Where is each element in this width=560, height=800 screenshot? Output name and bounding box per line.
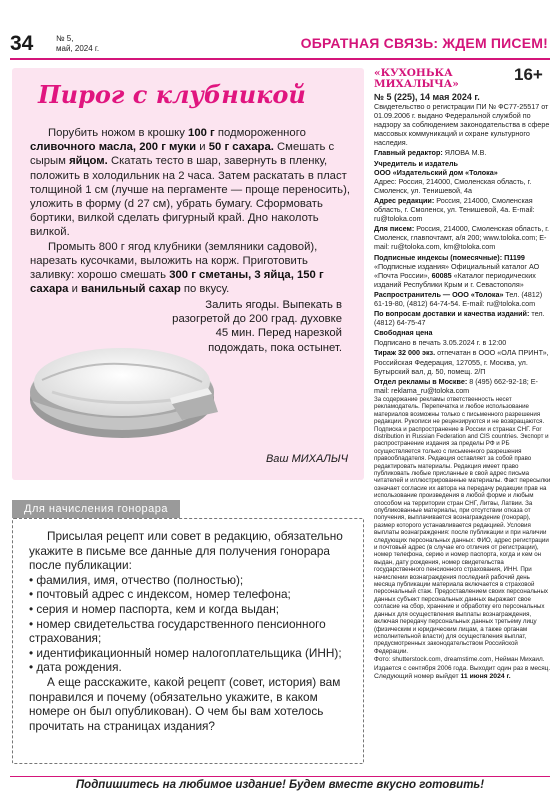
ingredient: ванильный сахар (81, 283, 181, 296)
editor-label: Главный редактор: (374, 148, 443, 158)
imprint-column (374, 65, 552, 682)
ingredient: яйцом. (69, 155, 108, 168)
index-text: «Подписные издания» Официальный каталог АО «Почта России», (374, 261, 540, 280)
recipe-paragraph-2 (30, 240, 354, 297)
text-run: и (68, 283, 82, 296)
editor (374, 148, 552, 157)
issue-number: № 5, (56, 34, 74, 43)
brand-line-2: МИХАЛЫЧА» (374, 78, 459, 90)
fee-item: • серия и номер паспорта, кем и когда выдан; (29, 601, 280, 616)
fee-section (12, 488, 364, 770)
index2-text: «Каталог периодических изданий Республики Крым и г. Севастополя» (374, 270, 536, 289)
fee-item: • фамилия, имя, отчество (полностью); (29, 572, 244, 587)
recipe-paragraph-1 (30, 126, 360, 240)
ingredient: 100 г (188, 127, 215, 139)
fee-item: • номер свидетельства государственного пенсионного страхования; (29, 616, 326, 646)
index2-label: 60085 (431, 270, 452, 280)
editor-name: ЯЛОВА М.В. (442, 148, 487, 158)
distributor-label: Распространитель — ООО «Толока» (374, 289, 504, 299)
issue-date: май, 2024 г. (56, 44, 100, 53)
ingredient: сливочного масла, 200 г муки (30, 141, 197, 154)
fee-item: • идентификационный номер налогоплательщика (ИНН); (29, 645, 342, 660)
price (374, 328, 552, 337)
quality-text: тел. (4812) 64-75-47 (374, 309, 545, 328)
legal-text: За содержание рекламы ответственность несет рекламодатель. Перепечатка и любое использование материалов возможны только с письменного разрешения редакции. Рукописи не рецензируются и не возвращаются. Подписка и распространение в России и странах СНГ. For distribution in Russian Federation and CIS countries. Экспорт и распространение издания за пределы РФ и РБ осуществляется только с письменного разрешения правообладателя. Редакция оставляет за собой право редактировать материалы. Редакция имеет право публиковать любые присланные в свой адрес письма читателей и иллюстрированные материалы. Факт пересылки означает согласие их автора на передачу редакции прав на использование произведения в любой форме и любым способом на территории стран СНГ, Литвы, Латвии. За опубликованные материалы, при отсутствии отказа от получения, выплачивается вознаграждение (гонорар), размер которого устанавливается редакцией. Условия выплаты вознаграждения: после публикации и при наличии следующих персональных данных: ФИО, адрес регистрации и почтовый адрес (в случае его отличия от регистрации), номер телефона, серию и номер паспорта, когда и кем он выдан, дату рождения, номер свидетельства государственного пенсионного страхования, ИНН. При начислении вознаграждения последний рабочий день месяца публикации материала включается в страховой персональный стаж. Предоставлением своих персональных данных субъект персональных данных выражает свое согласие на сбор, хранение и обработку его персональных данных для осуществления выплаты вознаграждения, включая передачу персональных данных третьему лицу (физическим и юридическим лицам, а также органам исполнительной власти) для осуществления выплат, предусмотренных законодательством Российской Федерации. (374, 395, 551, 655)
ads-contact (374, 377, 552, 395)
ingredient: 50 г сахара. (208, 141, 274, 154)
letters-label: Для писем: (374, 224, 415, 234)
fee-intro: Присылая рецепт или совет в редакцию, обязательно укажите в письме все данные для получения гонорара после публикации: (29, 529, 343, 573)
fee-item: • дата рождения. (29, 660, 122, 675)
footer-divider (10, 776, 550, 777)
fee-item: • почтовый адрес с индексом, номер телефона; (29, 587, 291, 602)
issue-info (56, 34, 99, 54)
footer-slogan: Подпишитесь на любимое издание! Будем вместе вкусно готовить! (75, 779, 485, 791)
ads-text: 8 (495) 662-92-18; E-mail: reklama_ru@toloka.com (374, 376, 538, 395)
photo-credits: Фото: shutterstock.com, dreamstime.com, Нейман Михаил. (374, 656, 545, 664)
page-header (0, 0, 560, 62)
redaction-text: Россия, 214000, Смоленская область, г. Смоленск, ул. Тенишевой, 4а. E-mail: ru@toloka.com (374, 195, 535, 224)
imprint-issue: № 5 (225), 14 мая 2024 г. (374, 92, 480, 102)
fee-body (29, 529, 351, 733)
letters-address (374, 224, 552, 251)
subscription-index (374, 253, 552, 289)
print-run-text: отпечатан в ООО «ОЛА ПРИНТ», Российская Федерация, 127055, г. Москва, ул. Бутырский вал, д. 50, помещ. 2/П (374, 348, 549, 376)
founder-label: Учредитель и издатель (374, 158, 458, 168)
founder-address: Адрес: Россия, 214000, Смоленская область, г. Смоленск, ул. Тенишевой, 4а (374, 176, 532, 195)
founder (374, 159, 552, 195)
recipe-author: Ваш МИХАЛЫЧ (265, 453, 348, 465)
next-issue-label: Следующий номер выйдет (374, 673, 461, 681)
ingredient: 300 г сметаны, 3 яйца, 150 г сахара (30, 269, 324, 296)
founder-name: ООО «Издательский дом «Толока» (374, 167, 498, 177)
distributor-text: Тел. (4812) 61-19-80, (4812) 64-74-54. E-mail: ru@toloka.com (374, 289, 543, 308)
redaction-address (374, 196, 552, 223)
since: Издается с сентября 2006 года. Выходит один раз в месяц. (374, 664, 551, 672)
recipe-body (30, 126, 360, 296)
text-run: Порубить ножом в крошку (48, 127, 189, 139)
text-run: Смешать с сырым (30, 141, 335, 168)
index-label: Подписные индексы (помесячные): П1199 (374, 252, 525, 262)
page-number: 34 (10, 32, 34, 55)
text-run: Скатать тесто в шар, завернуть в пленку, положить в холодильник на 2 часа. Затем раскатать в пласт толщиной 1 см (лучше на пергаменте — проще переносить), уложить в форму (d 27 см), убрать бумагу. Сформовать бортики, вилкой сделать фигурный край. Дно наколоть вилкой. (30, 155, 350, 239)
text-run: Промыть 800 г ягод клубники (земляники садовой), нарезать кусочками, выложить на корж. Приготовить заливку: хорошо смешать (30, 240, 318, 282)
recipe-title: Пирог с клубникой (38, 80, 306, 109)
quality-label: По вопросам доставки и качества изданий: (374, 309, 530, 319)
recipe-paragraph-3: Залить ягоды. Выпекать в разогретой до 200 град. духовке 45 мин. Перед нарезкой подождать, пока остынет. (172, 299, 342, 354)
fee-label: Для начисления гонорара (12, 500, 180, 518)
header-divider (10, 58, 550, 60)
ads-label: Отдел рекламы в Москве: (374, 376, 468, 386)
price-text: Свободная цена (374, 328, 433, 338)
fee-outro: А еще расскажите, какой рецепт (совет, история) вам понравился и почему (обязательно укажите, в каком номере он был опубликован). О чем бы вам хотелось прочитать на страницах издания? (29, 674, 341, 733)
recipe-card (12, 68, 364, 480)
signed-to-print: Подписано в печать 3.05.2024 г. в 12:00 (374, 338, 507, 348)
text-run: по вкусу. (180, 283, 230, 296)
quality-contact (374, 309, 552, 327)
next-issue (374, 673, 552, 681)
brand-line-1: «КУХОНЬКА (374, 67, 453, 79)
registration: Свидетельство о регистрации ПИ № ФС77-25517 от 01.09.2006 г. выдано Федеральной службой по надзору за соблюдением законодательства в сфере массовых коммуникаций и охране культурного наследия. (374, 102, 550, 148)
print-run-label: Тираж 32 000 экз. (374, 348, 436, 358)
text-run: и (196, 141, 209, 154)
distributor (374, 290, 552, 308)
next-issue-date: 11 июня 2024 г. (460, 673, 511, 681)
age-rating: 16+ (514, 65, 543, 84)
letters-text: Россия, 214000, Смоленская область, г. Смоленск, главпочтамт, а/я 200; www.toloka.com; E-mail: ru@toloka.com, km@toloka.com (374, 224, 550, 252)
section-title: ОБРАТНАЯ СВЯЗЬ: ЖДЕМ ПИСЕМ! (300, 35, 548, 51)
redaction-label: Адрес редакции: (374, 195, 435, 205)
print-run (374, 348, 552, 375)
text-run: подмороженного (214, 127, 306, 139)
fee-box (12, 518, 364, 764)
